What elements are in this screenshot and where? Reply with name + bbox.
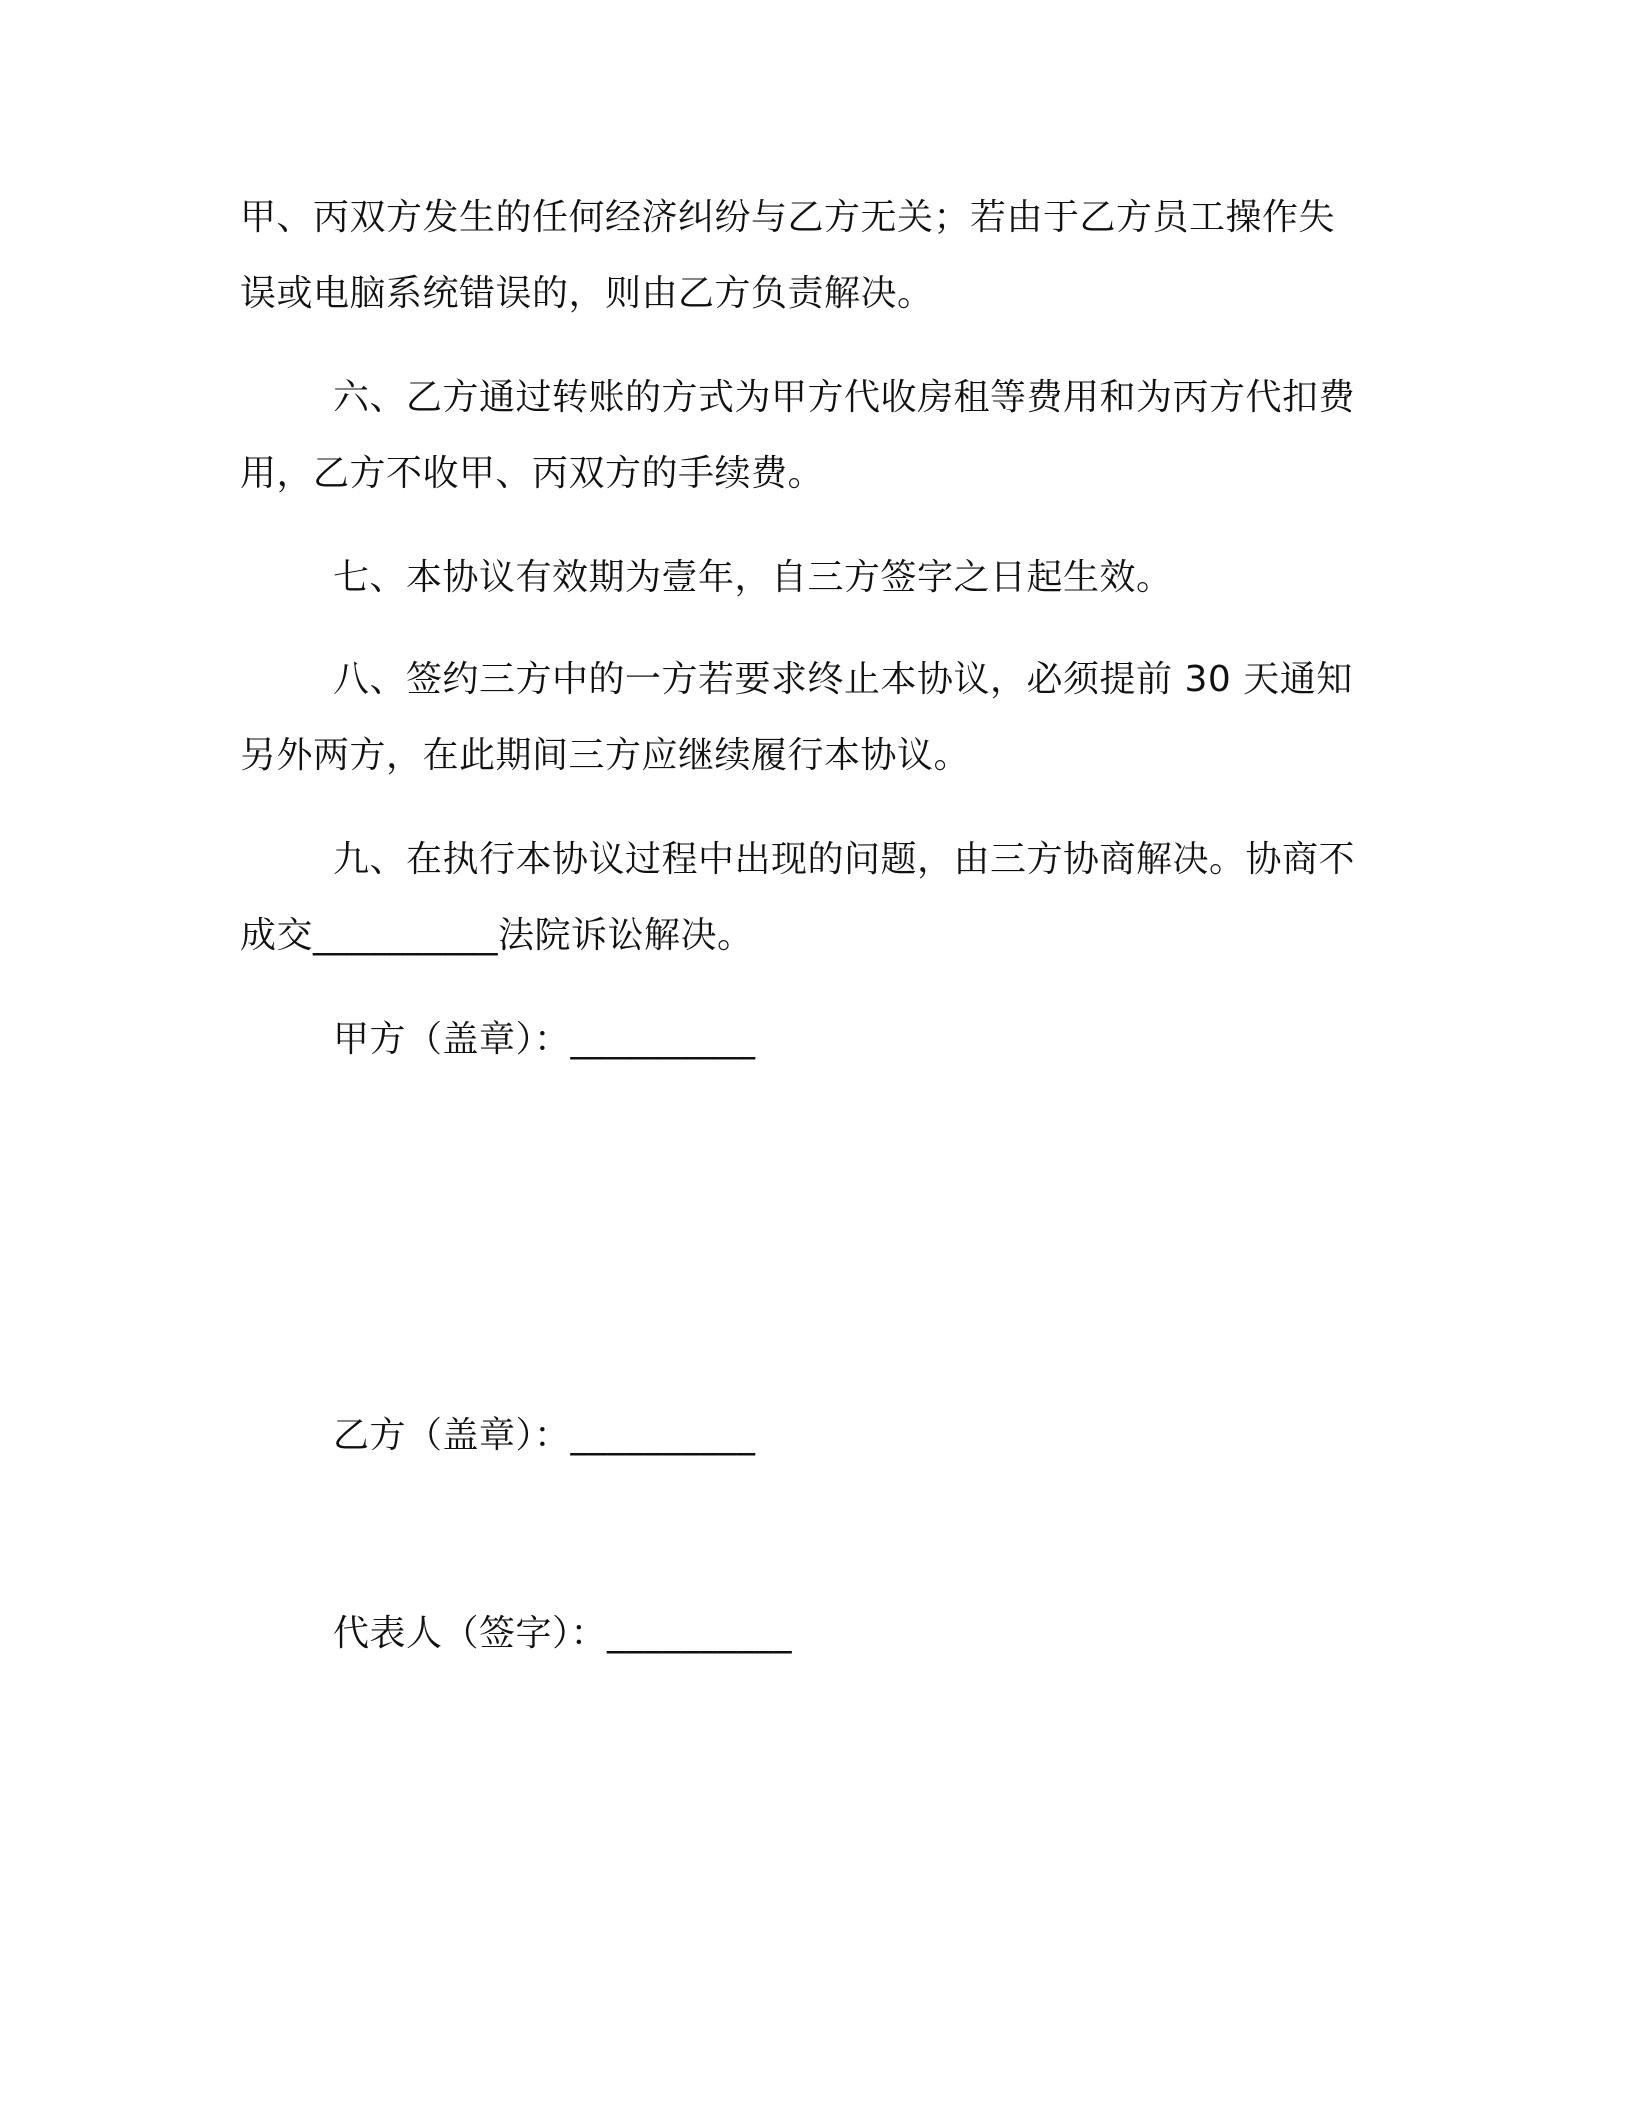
representative-signature: 代表人（签字）：__________ bbox=[333, 1613, 793, 1654]
clause-6-line-1: 六、乙方通过转账的方式为甲方代收房租等费用和为丙方代扣费 bbox=[333, 377, 1356, 418]
clause-8-line-2: 另外两方，在此期间三方应继续履行本协议。 bbox=[240, 735, 971, 776]
clause-5-line-1: 甲、丙双方发生的任何经济纠纷与乙方无关；若由于乙方员工操作失 bbox=[240, 197, 1336, 238]
party-a-signature: 甲方（盖章）：__________ bbox=[333, 1019, 756, 1060]
clause-6-line-2: 用，乙方不收甲、丙双方的手续费。 bbox=[240, 453, 825, 494]
party-b-signature: 乙方（盖章）：__________ bbox=[333, 1415, 756, 1456]
clause-7-line-1: 七、本协议有效期为壹年，自三方签字之日起生效。 bbox=[333, 557, 1173, 598]
clause-8-line-1: 八、签约三方中的一方若要求终止本协议，必须提前 30 天通知 bbox=[333, 659, 1353, 700]
clause-9-line-1: 九、在执行本协议过程中出现的问题，由三方协商解决。协商不 bbox=[333, 839, 1356, 880]
clause-9-line-2: 成交__________法院诉讼解决。 bbox=[240, 915, 754, 956]
clause-5-line-2: 误或电脑系统错误的，则由乙方负责解决。 bbox=[240, 273, 934, 314]
